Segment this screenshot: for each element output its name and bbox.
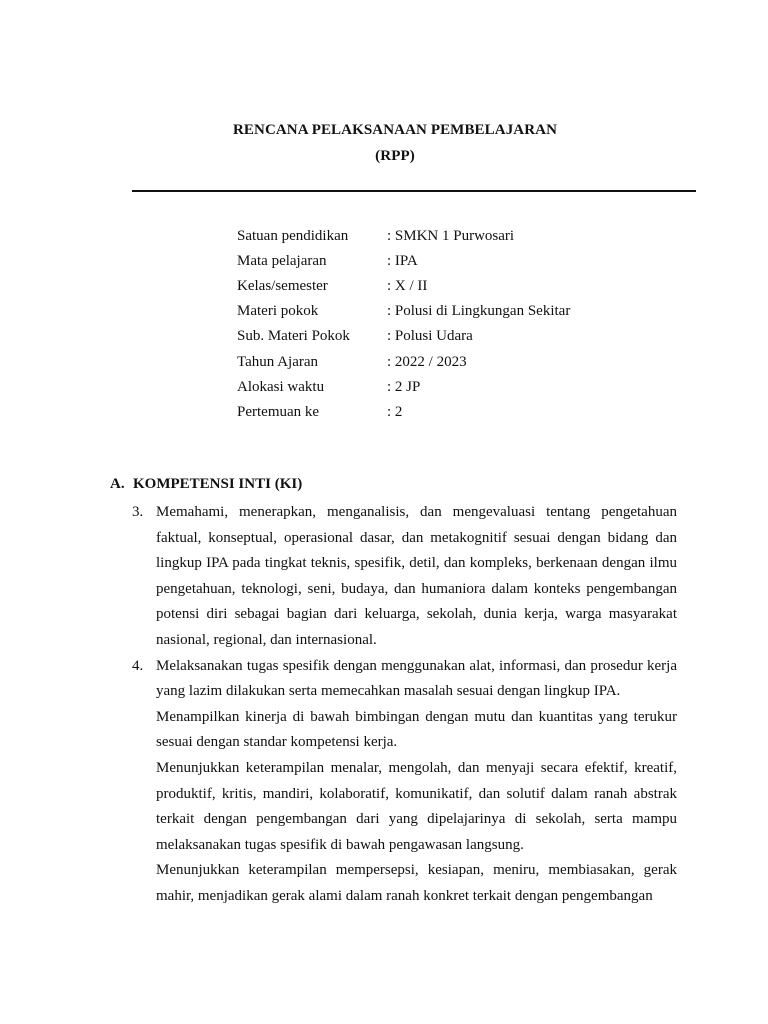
identity-value: : IPA [387, 253, 418, 270]
paragraph: Melaksanakan tugas spesifik dengan menggunakan alat, informasi, dan prosedur kerja yang lazim dilakukan serta memecahkan masalah sesuai dengan lingkup IPA. [156, 657, 677, 700]
list-item-number: 3. [132, 504, 144, 520]
identity-label: Kelas/semester [237, 278, 328, 295]
title-divider [132, 190, 696, 192]
identity-table [237, 224, 677, 425]
identity-row [237, 349, 677, 374]
identity-value: : Polusi Udara [387, 328, 473, 345]
identity-value: : X / II [387, 278, 428, 295]
identity-row [237, 324, 677, 349]
paragraph: Menunjukkan keterampilan mempersepsi, kesiapan, meniru, membiasakan, gerak mahir, menjadikan gerak alami dalam ranah konkret terkait dengan pengembangan [156, 862, 677, 904]
identity-label: Mata pelajaran [237, 253, 327, 270]
identity-row [237, 400, 677, 425]
identity-row [237, 375, 677, 400]
identity-label: Alokasi waktu [237, 378, 325, 395]
identity-value: : 2 JP [387, 378, 421, 395]
list-item-body [156, 654, 677, 910]
document-title: RENCANA PELAKSANAAN PEMBELAJARAN [232, 122, 558, 138]
document-subtitle: (RPP) [375, 148, 415, 164]
identity-label: Satuan pendidikan [237, 228, 349, 245]
identity-label: Sub. Materi Pokok [237, 328, 350, 345]
identity-label: Tahun Ajaran [237, 353, 319, 370]
identity-label: Materi pokok [237, 303, 319, 320]
paragraph: Menampilkan kinerja di bawah bimbingan dengan mutu dan kuantitas yang terukur sesuai dengan standar kompetensi kerja. [156, 708, 677, 751]
identity-row [237, 274, 677, 299]
identity-row [237, 299, 677, 324]
identity-value: : SMKN 1 Purwosari [387, 228, 515, 245]
identity-row [237, 249, 677, 274]
section-title: KOMPETENSI INTI (KI) [133, 476, 303, 492]
list-item [132, 500, 677, 654]
paragraph: Memahami, menerapkan, menganalisis, dan mengevaluasi tentang pengetahuan faktual, konseptual, operasional dasar, dan metakognitif sesuai dengan bidang dan lingkup IPA pada tingkat teknis, spesifik, detil, dan kompleks, berkenaan dengan ilmu pengetahuan, teknologi, seni, budaya, dan humaniora dalam konteks pengembangan potensi diri sebagai bagian dari keluarga, sekolah, dunia kerja, warga masyarakat nasional, regional, dan internasional. [156, 504, 677, 648]
identity-value: : 2 [387, 403, 403, 420]
identity-value: : 2022 / 2023 [387, 353, 467, 370]
section-heading-kompetensi-inti [110, 476, 302, 493]
kompetensi-inti-list [132, 500, 677, 910]
list-item-body [156, 500, 677, 654]
list-item-number: 4. [132, 657, 144, 674]
identity-row [237, 224, 677, 249]
section-letter: A. [110, 476, 125, 492]
paragraph: Menunjukkan keterampilan menalar, mengolah, dan menyaji secara efektif, kreatif, produktif, kritis, mandiri, kolaboratif, komunikatif, dan solutif dalam ranah abstrak terkait dengan pengembangan dari yang dipelajarinya di sekolah, serta mampu melaksanakan tugas spesifik di bawah pengawasan langsung. [156, 759, 677, 853]
identity-value: : Polusi di Lingkungan Sekitar [387, 303, 571, 320]
identity-label: Pertemuan ke [237, 403, 320, 420]
list-item [132, 654, 677, 910]
